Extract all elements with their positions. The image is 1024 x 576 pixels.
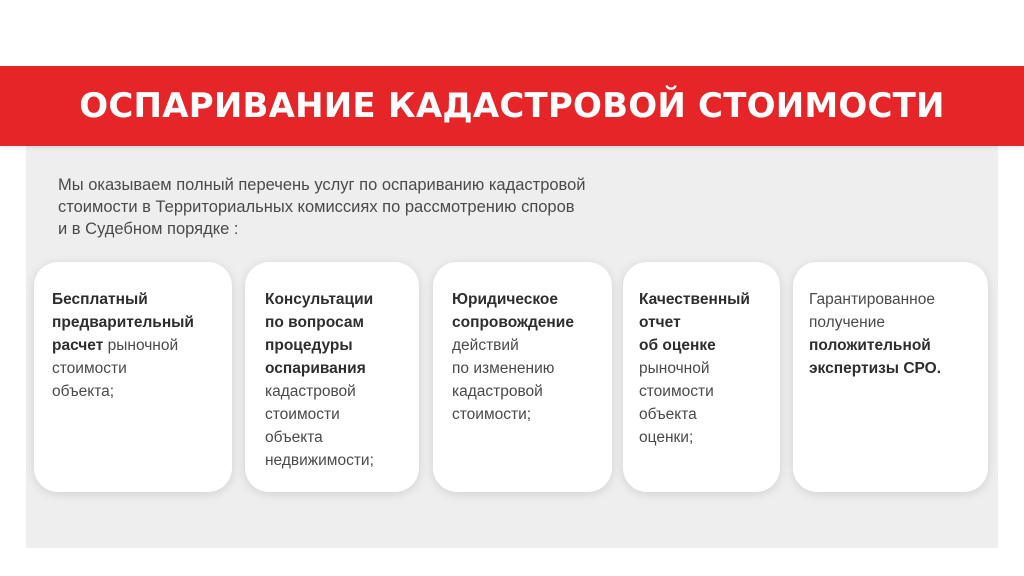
card-text: рыночной [103, 337, 179, 354]
title-banner [0, 66, 1024, 146]
intro-line: Мы оказываем полный перечень услуг по оспариванию кадастровой [58, 176, 586, 194]
intro-line: стоимости в Территориальных комиссиях по рассмотрению споров [58, 198, 575, 216]
card-line [639, 334, 780, 357]
card-bold-text: Юридическое [452, 291, 559, 308]
card-bold-text: об оценке [639, 337, 716, 354]
card-line: по изменению [452, 360, 555, 377]
card-bold-text: экспертизы СРО. [809, 360, 942, 377]
card-bold-text: процедуры [265, 337, 353, 354]
card-bold-text: расчет [52, 337, 104, 354]
card-line [809, 357, 988, 380]
service-card-legal-support [433, 262, 612, 492]
card-line: стоимости; [452, 406, 532, 423]
card-line [639, 311, 780, 334]
service-card-valuation-report [623, 262, 780, 492]
card-bold-text: Бесплатный [52, 291, 148, 308]
card-line: объекта; [52, 383, 115, 400]
card-line: кадастровой [452, 383, 543, 400]
intro-line: и в Судебном порядке : [58, 220, 239, 238]
card-line [639, 288, 780, 311]
card-line: объекта [639, 406, 697, 423]
card-bold-text: предварительный [52, 314, 194, 331]
card-line [52, 311, 232, 334]
card-line: стоимости [52, 360, 127, 377]
service-card-consultations [245, 262, 419, 492]
card-line [52, 288, 232, 311]
card-line: действий [452, 337, 519, 354]
service-card-free-calculation [34, 262, 232, 492]
card-bold-text: положительной [809, 337, 931, 354]
card-line [52, 334, 232, 357]
card-bold-text: сопровождение [452, 314, 574, 331]
card-line: получение [809, 314, 886, 331]
service-card-sro-expertise [793, 262, 988, 492]
page-title: ОСПАРИВАНИЕ КАДАСТРОВОЙ СТОИМОСТИ [79, 86, 945, 126]
card-bold-text: по вопросам [265, 314, 364, 331]
card-line [265, 334, 419, 357]
card-line [452, 311, 612, 334]
card-line: оценки; [639, 429, 694, 446]
card-line: Гарантированное [809, 291, 935, 308]
card-line: рыночной [639, 360, 710, 377]
card-line [265, 288, 419, 311]
card-line: стоимости [639, 383, 714, 400]
card-line [265, 311, 419, 334]
card-line: недвижимости; [265, 452, 374, 469]
card-line: кадастровой [265, 383, 356, 400]
intro-text [58, 174, 718, 240]
card-bold-text: отчет [639, 314, 681, 331]
card-line: стоимости [265, 406, 340, 423]
card-bold-text: оспаривания [265, 360, 366, 377]
card-bold-text: Консультации [265, 291, 374, 308]
card-line: объекта [265, 429, 323, 446]
card-line [265, 357, 419, 380]
card-bold-text: Качественный [639, 291, 750, 308]
card-line [452, 288, 612, 311]
card-line [809, 334, 988, 357]
